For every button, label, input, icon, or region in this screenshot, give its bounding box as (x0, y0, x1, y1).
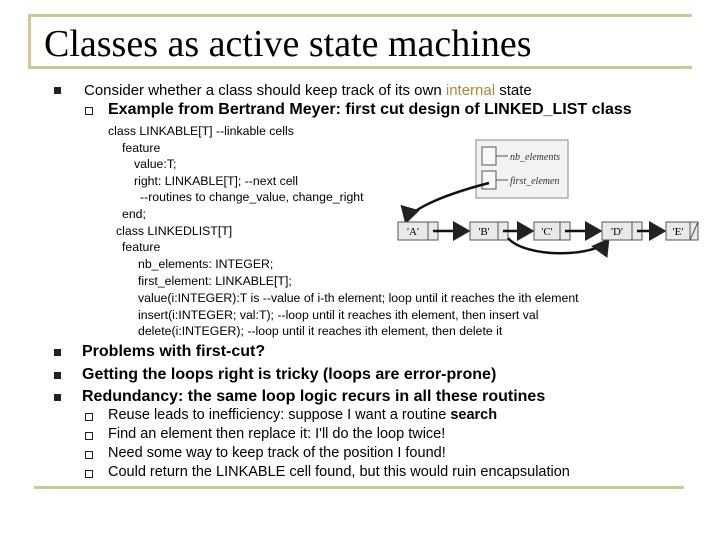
linked-list-diagram (390, 138, 700, 260)
frame-top-rule (28, 14, 692, 17)
bullet-1-highlight: internal (445, 82, 496, 99)
sub-2-1-pre: Reuse leads to inefficiency: suppose I want a routine (108, 407, 451, 423)
node-label: 'C' (541, 226, 553, 238)
sub-2-1-bold: search (450, 407, 498, 423)
nb-field-box (482, 147, 496, 165)
bullet-2-text: Problems with first‐cut? (82, 343, 266, 360)
code-line: class LINKABLE[T] ‐‐linkable cells (108, 124, 294, 138)
first-element-label: first_elemen (510, 176, 560, 187)
node-label: 'E' (672, 226, 684, 238)
bullet-square (54, 372, 61, 379)
nb-elements-label: nb_elements (510, 152, 560, 163)
bottom-rule (34, 486, 684, 489)
sub-bullet-box (85, 451, 93, 459)
bullet-square (54, 394, 61, 401)
code-line: delete(i:INTEGER); ‐‐loop until it reaches ith element, then delete it (138, 324, 503, 338)
sub-1-text: Example from Bertrand Meyer: first cut design of LINKED_LIST class (108, 101, 632, 118)
node-label: 'B' (478, 226, 490, 238)
sub-bullet-box (85, 413, 93, 421)
code-line: end; (122, 207, 146, 221)
sub-bullet-box (85, 432, 93, 440)
bullet-square (54, 87, 61, 94)
bullet-3-text: Getting the loops right is tricky (loops are error‐prone) (82, 366, 497, 383)
bullet-square (54, 349, 61, 356)
node-label: 'A' (407, 226, 419, 238)
code-line: first_element: LINKABLE[T]; (138, 274, 292, 288)
frame-left-rule (28, 14, 31, 66)
sub-2-1-text (108, 407, 497, 423)
slide-title: Classes as active state machines (44, 23, 532, 65)
code-line: feature (122, 141, 161, 155)
code-line: class LINKEDLIST[T] (116, 224, 233, 238)
bullet-4-text: Redundancy: the same loop logic recurs in all these routines (82, 388, 546, 405)
sub-bullet-box (85, 107, 93, 115)
sub-bullet-box (85, 470, 93, 478)
code-line: feature (122, 240, 161, 254)
code-line: value:T; (134, 157, 177, 171)
code-line: nb_elements: INTEGER; (138, 257, 274, 271)
bullet-1-text (84, 82, 532, 99)
bullet-1-text-post: state (495, 82, 532, 99)
sub-2-4-text: Could return the LINKABLE cell found, but this would ruin encapsulation (108, 464, 570, 480)
sub-2-3-text: Need some way to keep track of the position I found! (108, 445, 446, 461)
code-line: value(i:INTEGER):T is ‐‐value of i‐th element; loop until it reaches the ith element (138, 291, 579, 305)
node-label: 'D' (611, 226, 623, 238)
code-line: insert(i:INTEGER; val:T); ‐‐loop until it reaches ith element, then insert val (138, 308, 539, 322)
first-field-box (482, 171, 496, 189)
sub-2-2-text: Find an element then replace it: I'll do the loop twice! (108, 426, 446, 442)
code-line: ‐‐routines to change_value, change_right (140, 190, 364, 204)
title-rule (28, 66, 692, 69)
code-line: right: LINKABLE[T]; ‐‐next cell (134, 174, 299, 188)
bullet-1-text-pre: Consider whether a class should keep track of its own (84, 82, 446, 99)
